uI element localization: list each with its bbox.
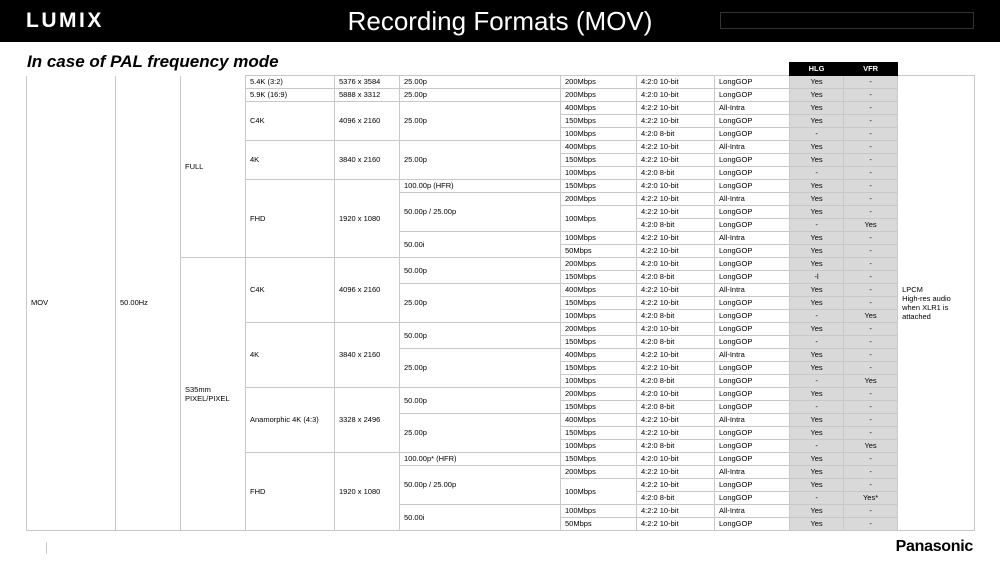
hlg-cell: Yes [790, 362, 844, 375]
table-row [27, 76, 975, 89]
compression-cell: All-Intra [715, 505, 790, 518]
compression-cell: LongGOP [715, 518, 790, 531]
bitrate-cell: 150Mbps [561, 401, 637, 414]
sampling-cell: 4:2:2 10-bit [637, 141, 715, 154]
bitrate-cell: 100Mbps [561, 505, 637, 518]
compression-cell: LongGOP [715, 492, 790, 505]
vfr-cell: - [844, 297, 898, 310]
frame-rate-cell: 25.00p [400, 349, 561, 388]
hlg-cell: -l [790, 271, 844, 284]
vfr-cell: - [844, 128, 898, 141]
vfr-cell: Yes [844, 375, 898, 388]
hlg-cell: Yes [790, 518, 844, 531]
sampling-cell: 4:2:2 10-bit [637, 414, 715, 427]
compression-cell: LongGOP [715, 336, 790, 349]
compression-cell: LongGOP [715, 375, 790, 388]
vfr-cell: - [844, 466, 898, 479]
compression-cell: LongGOP [715, 479, 790, 492]
resolution-size-cell: 3840 x 2160 [335, 323, 400, 388]
compression-cell: LongGOP [715, 388, 790, 401]
vfr-cell: Yes [844, 219, 898, 232]
frame-rate-cell: 50.00p [400, 323, 561, 349]
hlg-cell: Yes [790, 466, 844, 479]
compression-cell: All-Intra [715, 466, 790, 479]
bitrate-cell: 200Mbps [561, 466, 637, 479]
sampling-cell: 4:2:2 10-bit [637, 232, 715, 245]
sampling-cell: 4:2:0 8-bit [637, 401, 715, 414]
hlg-cell: - [790, 167, 844, 180]
bitrate-cell: 100Mbps [561, 206, 637, 232]
resolution-name-cell: 5.9K (16:9) [246, 89, 335, 102]
bitrate-cell: 150Mbps [561, 336, 637, 349]
compression-cell: LongGOP [715, 219, 790, 232]
frame-rate-cell: 25.00p [400, 102, 561, 141]
resolution-size-cell: 3328 x 2496 [335, 388, 400, 453]
resolution-name-cell: C4K [246, 102, 335, 141]
panasonic-logo: Panasonic [895, 538, 973, 555]
hlg-cell: Yes [790, 102, 844, 115]
bitrate-cell: 200Mbps [561, 89, 637, 102]
hlg-cell: Yes [790, 232, 844, 245]
frame-rate-cell: 25.00p [400, 89, 561, 102]
sampling-cell: 4:2:2 10-bit [637, 115, 715, 128]
bitrate-cell: 150Mbps [561, 154, 637, 167]
vfr-cell: - [844, 349, 898, 362]
vfr-cell: - [844, 141, 898, 154]
sampling-cell: 4:2:0 8-bit [637, 128, 715, 141]
file-format-cell: MOV [27, 76, 116, 531]
hlg-cell: - [790, 401, 844, 414]
vfr-cell: - [844, 167, 898, 180]
frame-rate-cell: 50.00p [400, 258, 561, 284]
bitrate-cell: 400Mbps [561, 102, 637, 115]
vfr-cell: - [844, 284, 898, 297]
hlg-cell: Yes [790, 349, 844, 362]
sampling-cell: 4:2:2 10-bit [637, 193, 715, 206]
hlg-cell: Yes [790, 76, 844, 89]
sampling-cell: 4:2:0 8-bit [637, 440, 715, 453]
vfr-cell: - [844, 453, 898, 466]
lumix-logo: LUMIX [26, 9, 104, 32]
resolution-size-cell: 1920 x 1080 [335, 453, 400, 531]
hlg-cell: Yes [790, 141, 844, 154]
bitrate-cell: 100Mbps [561, 232, 637, 245]
sampling-cell: 4:2:2 10-bit [637, 206, 715, 219]
hlg-cell: Yes [790, 297, 844, 310]
bitrate-cell: 50Mbps [561, 518, 637, 531]
hlg-cell: Yes [790, 154, 844, 167]
hlg-header: HLG [790, 63, 844, 76]
hlg-cell: Yes [790, 453, 844, 466]
recording-formats-table [26, 62, 975, 531]
bitrate-cell: 100Mbps [561, 375, 637, 388]
sampling-cell: 4:2:0 8-bit [637, 271, 715, 284]
resolution-size-cell: 5888 x 3312 [335, 89, 400, 102]
bitrate-cell: 100Mbps [561, 440, 637, 453]
vfr-cell: Yes [844, 310, 898, 323]
compression-cell: All-Intra [715, 102, 790, 115]
bitrate-cell: 150Mbps [561, 427, 637, 440]
frame-rate-cell: 25.00p [400, 141, 561, 180]
hlg-cell: - [790, 336, 844, 349]
hlg-cell: Yes [790, 388, 844, 401]
sampling-cell: 4:2:0 8-bit [637, 167, 715, 180]
sampling-cell: 4:2:2 10-bit [637, 284, 715, 297]
vfr-cell: Yes* [844, 492, 898, 505]
sampling-cell: 4:2:2 10-bit [637, 154, 715, 167]
audio-format-label: LPCM [902, 285, 923, 294]
vfr-cell: - [844, 115, 898, 128]
hlg-cell: - [790, 440, 844, 453]
frame-rate-cell: 25.00p [400, 284, 561, 323]
audio-note-cell [898, 76, 975, 531]
compression-cell: LongGOP [715, 206, 790, 219]
compression-cell: LongGOP [715, 362, 790, 375]
hlg-cell: Yes [790, 284, 844, 297]
bitrate-cell: 400Mbps [561, 414, 637, 427]
resolution-size-cell: 3840 x 2160 [335, 141, 400, 180]
compression-cell: All-Intra [715, 284, 790, 297]
compression-cell: LongGOP [715, 180, 790, 193]
sampling-cell: 4:2:2 10-bit [637, 427, 715, 440]
compression-cell: All-Intra [715, 232, 790, 245]
vfr-cell: - [844, 323, 898, 336]
hlg-cell: Yes [790, 115, 844, 128]
sampling-cell: 4:2:0 8-bit [637, 336, 715, 349]
bitrate-cell: 50Mbps [561, 245, 637, 258]
compression-cell: LongGOP [715, 128, 790, 141]
vfr-cell: - [844, 427, 898, 440]
vfr-cell: - [844, 76, 898, 89]
compression-cell: LongGOP [715, 427, 790, 440]
sampling-cell: 4:2:0 10-bit [637, 453, 715, 466]
vfr-cell: Yes [844, 440, 898, 453]
vfr-cell: - [844, 102, 898, 115]
resolution-name-cell: FHD [246, 453, 335, 531]
frame-rate-cell: 100.00p* (HFR) [400, 453, 561, 466]
compression-cell: LongGOP [715, 89, 790, 102]
compression-cell: LongGOP [715, 401, 790, 414]
vfr-cell: - [844, 388, 898, 401]
sampling-cell: 4:2:2 10-bit [637, 518, 715, 531]
sampling-cell: 4:2:0 8-bit [637, 375, 715, 388]
vfr-cell: - [844, 180, 898, 193]
bitrate-cell: 200Mbps [561, 258, 637, 271]
sampling-cell: 4:2:2 10-bit [637, 102, 715, 115]
sampling-cell: 4:2:2 10-bit [637, 245, 715, 258]
compression-cell: LongGOP [715, 271, 790, 284]
hlg-cell: Yes [790, 414, 844, 427]
vfr-cell: - [844, 505, 898, 518]
hlg-cell: Yes [790, 245, 844, 258]
compression-cell: All-Intra [715, 349, 790, 362]
sampling-cell: 4:2:0 10-bit [637, 258, 715, 271]
frame-rate-cell: 50.00p [400, 388, 561, 414]
vfr-cell: - [844, 193, 898, 206]
header-frame [720, 12, 974, 29]
sampling-cell: 4:2:2 10-bit [637, 466, 715, 479]
sampling-cell: 4:2:0 8-bit [637, 219, 715, 232]
sampling-cell: 4:2:0 8-bit [637, 492, 715, 505]
bitrate-cell: 150Mbps [561, 180, 637, 193]
compression-cell: All-Intra [715, 141, 790, 154]
resolution-name-cell: 4K [246, 141, 335, 180]
hlg-cell: - [790, 375, 844, 388]
hlg-cell: Yes [790, 505, 844, 518]
compression-cell: All-Intra [715, 193, 790, 206]
resolution-size-cell: 4096 x 2160 [335, 258, 400, 323]
frame-rate-cell: 50.00p / 25.00p [400, 193, 561, 232]
vfr-cell: - [844, 401, 898, 414]
compression-cell: LongGOP [715, 297, 790, 310]
hlg-cell: Yes [790, 479, 844, 492]
bitrate-cell: 150Mbps [561, 115, 637, 128]
hlg-cell: - [790, 219, 844, 232]
footer-divider [46, 542, 47, 554]
sampling-cell: 4:2:0 10-bit [637, 388, 715, 401]
vfr-cell: - [844, 206, 898, 219]
compression-cell: LongGOP [715, 258, 790, 271]
sampling-cell: 4:2:2 10-bit [637, 349, 715, 362]
resolution-size-cell: 1920 x 1080 [335, 180, 400, 258]
frame-rate-cell: 25.00p [400, 76, 561, 89]
bitrate-cell: 200Mbps [561, 323, 637, 336]
frame-rate-cell: 50.00p / 25.00p [400, 466, 561, 505]
bitrate-cell: 150Mbps [561, 362, 637, 375]
resolution-size-cell: 4096 x 2160 [335, 102, 400, 141]
vfr-cell: - [844, 479, 898, 492]
sampling-cell: 4:2:2 10-bit [637, 362, 715, 375]
subtitle: In case of PAL frequency mode [27, 52, 279, 71]
compression-cell: LongGOP [715, 167, 790, 180]
resolution-size-cell: 5376 x 3584 [335, 76, 400, 89]
frame-rate-cell: 50.00i [400, 232, 561, 258]
compression-cell: LongGOP [715, 76, 790, 89]
sampling-cell: 4:2:2 10-bit [637, 297, 715, 310]
vfr-cell: - [844, 271, 898, 284]
bitrate-cell: 200Mbps [561, 388, 637, 401]
resolution-name-cell: Anamorphic 4K (4:3) [246, 388, 335, 453]
frame-rate-cell: 100.00p (HFR) [400, 180, 561, 193]
bitrate-cell: 150Mbps [561, 271, 637, 284]
frequency-cell: 50.00Hz [116, 76, 181, 531]
sampling-cell: 4:2:2 10-bit [637, 505, 715, 518]
compression-cell: LongGOP [715, 310, 790, 323]
hlg-cell: - [790, 310, 844, 323]
bitrate-cell: 150Mbps [561, 297, 637, 310]
header-bar [0, 0, 1000, 42]
vfr-cell: - [844, 154, 898, 167]
bitrate-cell: 100Mbps [561, 167, 637, 180]
sampling-cell: 4:2:0 10-bit [637, 323, 715, 336]
compression-cell: LongGOP [715, 115, 790, 128]
resolution-name-cell: C4K [246, 258, 335, 323]
vfr-cell: - [844, 258, 898, 271]
resolution-name-cell: FHD [246, 180, 335, 258]
hlg-cell: Yes [790, 206, 844, 219]
bitrate-cell: 100Mbps [561, 128, 637, 141]
hlg-cell: - [790, 128, 844, 141]
hlg-cell: Yes [790, 180, 844, 193]
page-title: Recording Formats (MOV) [347, 6, 653, 36]
hlg-cell: Yes [790, 258, 844, 271]
compression-cell: All-Intra [715, 414, 790, 427]
bitrate-cell: 200Mbps [561, 193, 637, 206]
vfr-cell: - [844, 89, 898, 102]
vfr-header: VFR [844, 63, 898, 76]
sensor-mode-cell: FULL [181, 76, 246, 258]
bitrate-cell: 400Mbps [561, 284, 637, 297]
sampling-cell: 4:2:0 8-bit [637, 310, 715, 323]
sampling-cell: 4:2:0 10-bit [637, 89, 715, 102]
vfr-cell: - [844, 245, 898, 258]
frame-rate-cell: 50.00i [400, 505, 561, 531]
bitrate-cell: 400Mbps [561, 349, 637, 362]
compression-cell: LongGOP [715, 440, 790, 453]
bitrate-cell: 100Mbps [561, 310, 637, 323]
bitrate-cell: 100Mbps [561, 479, 637, 505]
compression-cell: LongGOP [715, 453, 790, 466]
audio-condition-label: High-res audio when XLR1 is attached [902, 294, 951, 321]
hlg-cell: - [790, 492, 844, 505]
sensor-mode-cell: S35mm PIXEL/PIXEL [181, 258, 246, 531]
vfr-cell: - [844, 232, 898, 245]
bitrate-cell: 200Mbps [561, 76, 637, 89]
resolution-name-cell: 5.4K (3:2) [246, 76, 335, 89]
sampling-cell: 4:2:2 10-bit [637, 479, 715, 492]
vfr-cell: - [844, 362, 898, 375]
vfr-cell: - [844, 518, 898, 531]
sampling-cell: 4:2:0 10-bit [637, 180, 715, 193]
frame-rate-cell: 25.00p [400, 414, 561, 453]
hlg-cell: Yes [790, 323, 844, 336]
bitrate-cell: 150Mbps [561, 453, 637, 466]
hlg-cell: Yes [790, 193, 844, 206]
hlg-cell: Yes [790, 427, 844, 440]
bitrate-cell: 400Mbps [561, 141, 637, 154]
resolution-name-cell: 4K [246, 323, 335, 388]
vfr-cell: - [844, 414, 898, 427]
compression-cell: LongGOP [715, 154, 790, 167]
compression-cell: LongGOP [715, 245, 790, 258]
vfr-cell: - [844, 336, 898, 349]
hlg-cell: Yes [790, 89, 844, 102]
compression-cell: LongGOP [715, 323, 790, 336]
sampling-cell: 4:2:0 10-bit [637, 76, 715, 89]
